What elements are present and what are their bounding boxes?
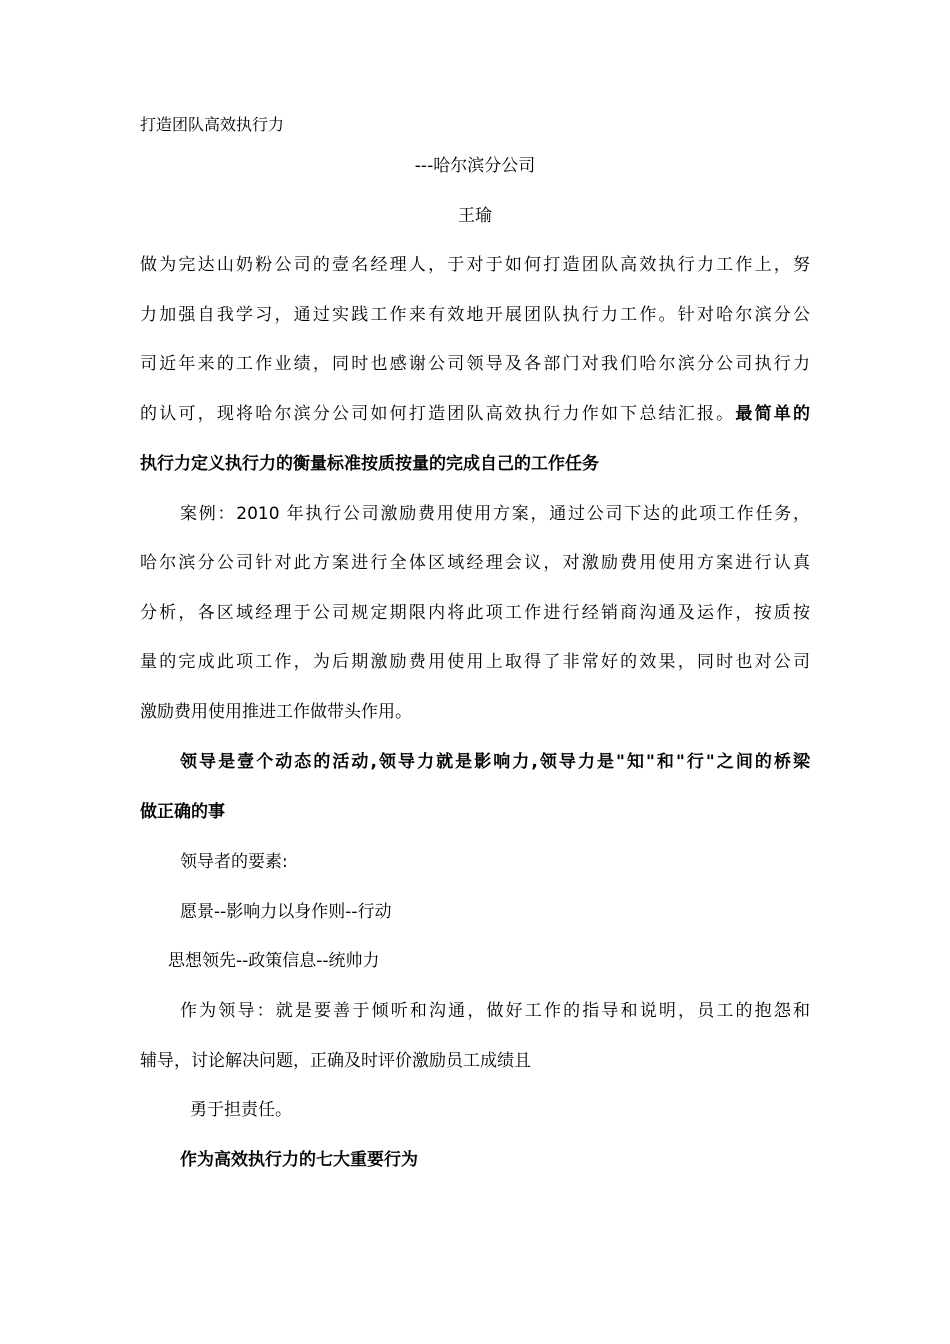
- paragraph-2-line-5: 激励费用使用推进工作做带头作用。: [140, 702, 412, 722]
- paragraph-1-line-5-bold: 执行力定义执行力的衡量标准按质按量的完成自己的工作任务: [140, 454, 599, 474]
- document-author: 王瑜: [458, 206, 492, 226]
- paragraph-1-line-4: [140, 400, 810, 428]
- paragraph-2-line-1: 案例：2010 年执行公司激励费用使用方案，通过公司下达的此项工作任务，: [180, 504, 810, 524]
- paragraph-3-line-2: 辅导，讨论解决问题，正确及时评价激励员工成绩且: [140, 1051, 531, 1071]
- heading-2: 作为高效执行力的七大重要行为: [180, 1150, 418, 1170]
- element-item-2: 思想领先--政策信息--统帅力: [168, 951, 380, 971]
- document-title: 打造团队高效执行力: [140, 115, 285, 134]
- heading-1-line-1: 领导是壹个动态的活动,领导力就是影响力,领导力是"知"和"行"之间的桥梁: [180, 752, 810, 772]
- paragraph-3-line-1: 作为领导：就是要善于倾听和沟通，做好工作的指导和说明，员工的抱怨和: [180, 1001, 810, 1021]
- element-item-1: 愿景--影响力以身作则--行动: [180, 902, 392, 922]
- paragraph-1-line-2: 力加强自我学习，通过实践工作来有效地开展团队执行力工作。针对哈尔滨分公: [140, 305, 810, 325]
- paragraph-1-line-1: 做为完达山奶粉公司的壹名经理人，于对于如何打造团队高效执行力工作上，努: [140, 255, 810, 275]
- paragraph-3-line-3: 勇于担责任。: [190, 1100, 292, 1120]
- paragraph-2-line-3: 分析，各区域经理于公司规定期限内将此项工作进行经销商沟通及运作，按质按: [140, 603, 810, 623]
- paragraph-1-line-3: 司近年来的工作业绩，同时也感谢公司领导及各部门对我们哈尔滨分公司执行力: [140, 354, 810, 374]
- paragraph-1-line-4-text: 的认可，现将哈尔滨分公司如何打造团队高效执行力作如下总结汇报。: [140, 404, 736, 424]
- paragraph-2-line-4: 量的完成此项工作，为后期激励费用使用上取得了非常好的效果，同时也对公司: [140, 652, 810, 672]
- elements-label: 领导者的要素:: [180, 852, 288, 872]
- document-subtitle: ---哈尔滨分公司: [414, 156, 536, 176]
- paragraph-2-line-2: 哈尔滨分公司针对此方案进行全体区域经理会议，对激励费用使用方案进行认真: [140, 553, 810, 573]
- paragraph-1-line-4-bold: 最简单的: [735, 404, 810, 424]
- heading-1-line-2: 做正确的事: [140, 802, 225, 822]
